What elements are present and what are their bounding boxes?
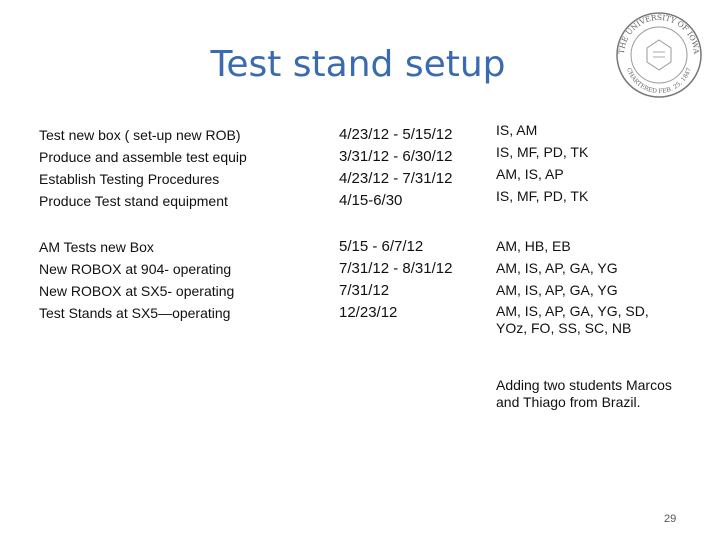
date-item: 7/31/12 - 8/31/12 bbox=[339, 260, 453, 277]
svg-text:CHARTERED FEB. 25, 1847: CHARTERED FEB. 25, 1847 bbox=[625, 66, 693, 96]
date-item: 7/31/12 bbox=[339, 282, 390, 299]
people-item: IS, AM bbox=[496, 122, 538, 138]
people-item: AM, IS, AP, GA, YG, SD, YOz, FO, SS, SC, NB bbox=[496, 303, 649, 336]
date-item: 3/31/12 - 6/30/12 bbox=[339, 148, 453, 165]
people-item: IS, MF, PD, TK bbox=[496, 144, 589, 160]
task-item: New ROBOX at SX5- operating bbox=[39, 283, 235, 299]
task-item: New ROBOX at 904- operating bbox=[39, 261, 232, 277]
date-item: 5/15 - 6/7/12 bbox=[339, 238, 424, 255]
date-item: 4/15-6/30 bbox=[339, 192, 403, 209]
task-item: Establish Testing Procedures bbox=[39, 171, 220, 187]
people-item: AM, IS, AP, GA, YG bbox=[496, 260, 618, 276]
dates-column-1 bbox=[339, 124, 452, 212]
svg-text:THE UNIVERSITY OF IOWA: THE UNIVERSITY OF IOWA bbox=[616, 12, 702, 55]
people-item: AM, IS, AP bbox=[496, 166, 564, 182]
tasks-column-2 bbox=[39, 236, 234, 324]
task-item: Test new box ( set-up new ROB) bbox=[39, 127, 241, 143]
people-item: AM, HB, EB bbox=[496, 238, 571, 254]
university-seal-logo bbox=[614, 10, 704, 100]
students-note: Adding two students Marcos and Thiago from Brazil. bbox=[496, 377, 672, 410]
task-item: Produce and assemble test equip bbox=[39, 149, 247, 165]
task-item: Test Stands at SX5—operating bbox=[39, 305, 231, 321]
date-item: 4/23/12 - 5/15/12 bbox=[339, 126, 453, 143]
page-number: 29 bbox=[664, 513, 677, 525]
people-item: IS, MF, PD, TK bbox=[496, 188, 589, 204]
date-item: 12/23/12 bbox=[339, 304, 398, 321]
people-item: AM, IS, AP, GA, YG bbox=[496, 282, 618, 298]
people-column-1 bbox=[496, 119, 588, 207]
task-item: AM Tests new Box bbox=[39, 239, 154, 255]
tasks-column-1 bbox=[39, 124, 247, 212]
dates-column-2 bbox=[339, 236, 452, 324]
people-column-2 bbox=[496, 235, 676, 337]
task-item: Produce Test stand equipment bbox=[39, 193, 228, 209]
slide-title: Test stand setup bbox=[210, 44, 506, 85]
date-item: 4/23/12 - 7/31/12 bbox=[339, 170, 453, 187]
